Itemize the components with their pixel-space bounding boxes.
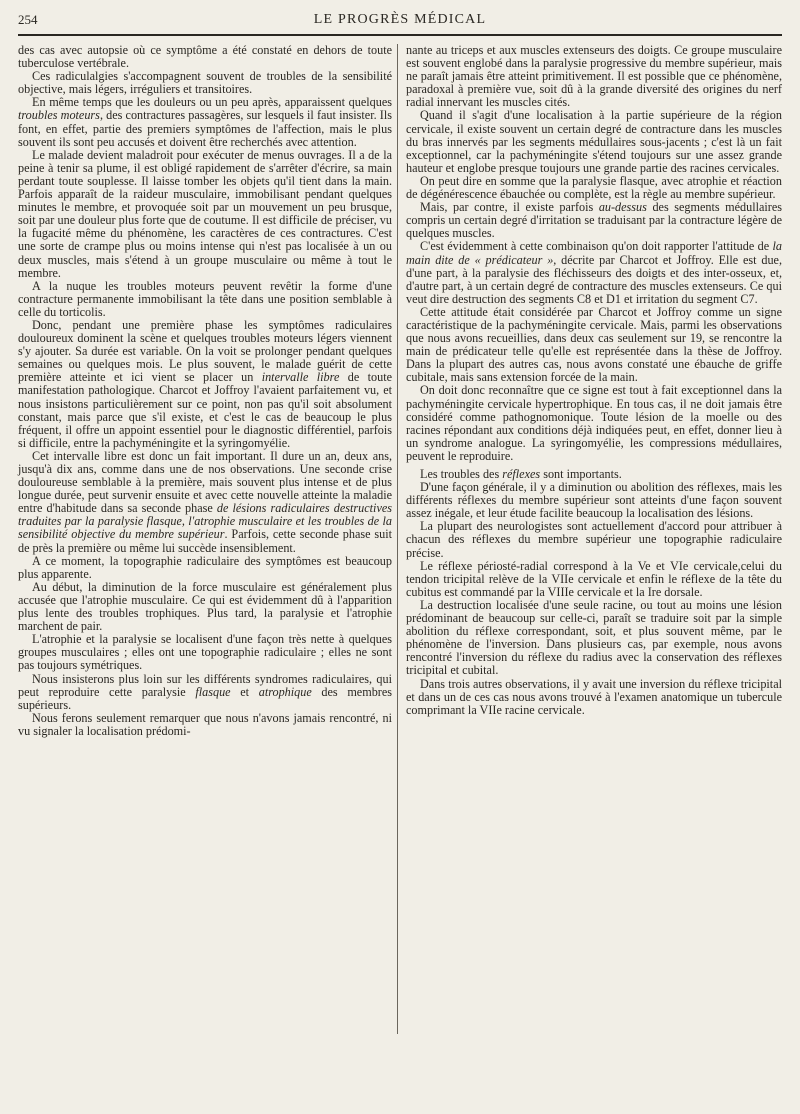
paragraph-text: Donc, pendant une première phase les symptômes radiculaires douloureux dominent la scène et quelques troubles moteurs légers viennent s'y ajouter. Sa durée est variable. On la voit se prolonger pendant quelques semaines ou quelques mois. Le plus souvent, le malade guérit de cette première atteinte et ici vient se placer un <box>18 317 392 385</box>
paragraph-text: et <box>230 684 259 699</box>
paragraph <box>18 673 392 712</box>
italic-text: réflexes <box>502 467 541 481</box>
paragraph-text: Au début, la diminution de la force musculaire est généralement plus accusée que l'atrophie musculaire. Ce qui est évidemment dû à l'apparition plus lente des troubles trophiques. Plus tard, la paralysie et l'atrophie marchent de pair. <box>18 579 392 634</box>
paragraph-text: Cette attitude était considérée par Charcot et Joffroy comme un signe caractéristique de la pachyméningite cervicale. Mais, parmi les observations que nous avons recueillies, dans deux cas seulement sur 19, se rencontre la main de prédicateur telle qu'elle est représentée dans la thèse de Joffroy. Dans la plupart des autres cas, nous avons constaté une ébauche de griffe cubitale, mais sans extension forcée de la main. <box>406 304 782 385</box>
paragraph <box>18 633 392 672</box>
paragraph-text: Cet intervalle libre est donc un fait important. Il dure un an, deux ans, jusqu'à dix ans, comme dans une de nos observations. Une seconde crise douloureuse semblable à la première, mais souvent plus intense et de plus longue durée, peut survenir ensuite et avec cette nouvelle atteinte la maladie entre d'habitude dans sa seconde phase <box>18 448 392 516</box>
journal-title: LE PROGRÈS MÉDICAL <box>313 12 487 27</box>
paragraph-text: A la nuque les troubles moteurs peuvent revêtir la forme d'une contracture permanente immobilisant la tête dans une position semblable à celle du torticolis. <box>18 278 392 319</box>
paragraph-text: La plupart des neurologistes sont actuellement d'accord pour attribuer à chacun des réflexes du membre supérieur une topographie radiculaire précise. <box>406 519 782 560</box>
page-number: 254 <box>18 12 38 27</box>
paragraph-text: Mais, par contre, il existe parfois <box>420 200 599 215</box>
paragraph-text: C'est évidemment à cette combinaison qu'on doit rapporter l'attitude de <box>420 239 773 254</box>
paragraph <box>18 581 392 633</box>
paragraph-text: de toute manifestation pathologique. Charcot et Joffroy l'avaient parfaitement vu, et nous insistons particulièrement sur ce point, non pas qu'il soit absolument constant, mais parce que s'il existe, et c'est le cas de beaucoup le plus fréquent, il offre un appoint essentiel pour le diagnostic différentiel, parfois si difficile, entre la pachyméningite et la syringomyélie. <box>18 370 392 450</box>
paragraph <box>406 201 782 240</box>
italic-text: de lésions radiculaires destructives traduites par la paralysie flasque, l'atrophie musculaire et les troubles de la sensibilité objective du membre supérieur <box>18 501 392 542</box>
paragraph-text: L'atrophie et la paralysie se localisent d'une façon très nette à quelques groupes musculaires ; elles ont une topographie radiculaire ; elles ne sont pas toujours symétriques. <box>18 632 392 673</box>
paragraph-text: Quand il s'agit d'une localisation à la partie supérieure de la région cervicale, il existe souvent un certain degré de contracture dans les muscles du bras innervés par les segments médullaires sous-jacents ; c'est là un fait exceptionnel, car la pachyméningite s'étend toujours sur une assez grande hauteur et englobe presque toujours une grande partie des racines cervicales. <box>406 108 782 175</box>
paragraph-text: A ce moment, la topographie radiculaire des symptômes est beaucoup plus apparente. <box>18 553 392 581</box>
paragraph-text: sont importants. <box>540 467 622 481</box>
paragraph-text: des segments médullaires compris un certain degré d'irritation se traduisant par la contracture légère de quelques muscles. <box>406 200 782 241</box>
italic-text: troubles moteurs <box>18 108 100 123</box>
paragraph <box>406 109 782 174</box>
paragraph-text: Les troubles des <box>420 467 503 481</box>
paragraph-text: nante au triceps et aux muscles extenseurs des doigts. Ce groupe musculaire est souvent englobé dans la paralysie progressive du membre supérieur, mais ne paraît jamais être atteint primitivement. Il est possible que ce phénomène, paradoxal à première vue, soit dû à la grande diversité des origines du nerf radial innervant les muscles cités. <box>406 43 782 110</box>
paragraph-text: En même temps que les douleurs ou un peu après, apparaissent quelques <box>32 95 392 110</box>
paragraph <box>18 450 392 555</box>
paragraph-text: Le réflexe périosté-radial correspond à la Ve et VIe cervicale,celui du tendon tricipital relève de la VIIe cervicale et enfin le réflexe de la tête du cubitus est commandé par la VIIIe cervicale et la Ire dorsale. <box>406 558 782 599</box>
paragraph-text: Dans trois autres observations, il y avait une inversion du réflexe tricipital et dans un de ces cas nous avons trouvé à l'examen anatomique un tubercule comprimant la VIIe racine cervicale. <box>406 676 782 717</box>
paragraph <box>406 481 782 520</box>
paragraph <box>18 280 392 319</box>
paragraph <box>18 44 392 70</box>
left-column <box>18 44 392 738</box>
paragraph <box>18 555 392 581</box>
italic-text: atrophique <box>258 684 312 699</box>
paragraph <box>406 384 782 463</box>
paragraph <box>406 240 782 305</box>
paragraph-text: La destruction localisée d'une seule racine, ou tout au moins une lésion prédominant de beaucoup sur celle-ci, paraît se traduire soit par la simple abolition du réflexe correspondant, soit, et plus souvent même, par le phénomène de l'inversion. Dans plusieurs cas, par exemple, nous avons rencontré l'inversion du réflexe du radius avec la conservation des réflexes tricipital et cubital. <box>406 597 782 678</box>
paragraph-text: On doit donc reconnaître que ce signe est tout à fait exceptionnel dans la pachyméningite cervicale hypertrophique. En tous cas, il ne doit jamais être considéré comme pathognomonique. Toute lésion de la moelle ou des racines répondant aux conditions déjà indiquées peut, en effet, donner lieu à un syndrome analogue. La syringomyélie, les compressions médullaires, peuvent le reproduire. <box>406 383 782 463</box>
paragraph <box>406 599 782 678</box>
paragraph <box>406 306 782 385</box>
italic-text: flasque <box>195 684 231 699</box>
paragraph-text: , des contractures passagères, sur lesquels il faut insister. Ils font, en effet, partie des premiers symptômes de l'affection, mais le plus souvent ils sont peu accusés et doivent être recherchés avec attention. <box>18 108 392 149</box>
right-column <box>406 44 782 717</box>
paragraph <box>406 678 782 717</box>
paragraph <box>406 44 782 109</box>
paragraph-text: On peut dire en somme que la paralysie flasque, avec atrophie et réaction de dégénérescence ébauchée ou complète, est la règle au membre supérieur. <box>406 173 782 202</box>
italic-text: au-dessus <box>598 200 647 215</box>
paragraph <box>406 520 782 559</box>
paragraph-text: . Parfois, cette seconde phase suit de près la première ou même lui succède insensiblement. <box>18 527 392 555</box>
paragraph-text: Nous insisterons plus loin sur les différents syndromes radiculaires, qui peut reproduire cette paralysie <box>18 671 392 699</box>
paragraph-text: Le malade devient maladroit pour exécuter de menus ouvrages. Il a de la peine à tenir sa plume, il est obligé rapidement de s'arrêter d'écrire, sa main perdant toute souplesse. Il laisse tomber les objets qu'il tient dans la main. Parfois apparaît de la raideur musculaire, immobilisant pendant quelques minutes le membre, et provoquée soit par un mouvement un peu brusque, soit par une douleur plus forte que de coutume. Il est difficile de préciser, vu la fugacité même du phénomène, les caractères de ces contractures. C'est une sorte de crampe plus ou moins intense qui n'est pas localisée à un ou deux muscles, mais s'étend à un groupe musculaire ou même à tout le membre. <box>18 147 392 280</box>
paragraph-text: des cas avec autopsie où ce symptôme a été constaté en dehors de toute tuberculose vertébrale. <box>18 43 392 71</box>
page-header <box>18 8 782 34</box>
paragraph <box>18 96 392 148</box>
paragraph-text: , décrite par Charcot et Joffroy. Elle est due, d'une part, à la paralysie des fléchisseurs des doigts et des inter-osseux, et, d'autre part, à un certain degré de contracture des muscles extenseurs. Ce qui veut dire destruction des segments C8 et D1 et irritation du segment C7. <box>406 252 783 306</box>
paragraph <box>406 175 782 201</box>
italic-text: intervalle libre <box>261 370 340 385</box>
italic-text: la main dite de « prédicateur » <box>406 239 782 267</box>
paragraph-text: D'une façon générale, il y a diminution ou abolition des réflexes, mais les différents réflexes du membre supérieur sont atteints d'une façon souvent assez inégale, et leur étude facilite beaucoup la localisation des lésions. <box>406 480 782 521</box>
paragraph <box>18 712 392 738</box>
paragraph <box>18 319 392 450</box>
paragraph-text: des membres supérieurs. <box>18 684 393 712</box>
header-rule <box>18 34 782 36</box>
paragraph <box>18 70 392 96</box>
paragraph-text: Nous ferons seulement remarquer que nous n'avons jamais rencontré, ni vu signaler la localisation prédomi- <box>18 710 392 738</box>
column-divider <box>397 44 398 1034</box>
paragraph <box>18 149 392 280</box>
paragraph <box>406 560 782 599</box>
paragraph-text: Ces radiculalgies s'accompagnent souvent de troubles de la sensibilité objective, mais légers, irréguliers et transitoires. <box>18 69 392 97</box>
